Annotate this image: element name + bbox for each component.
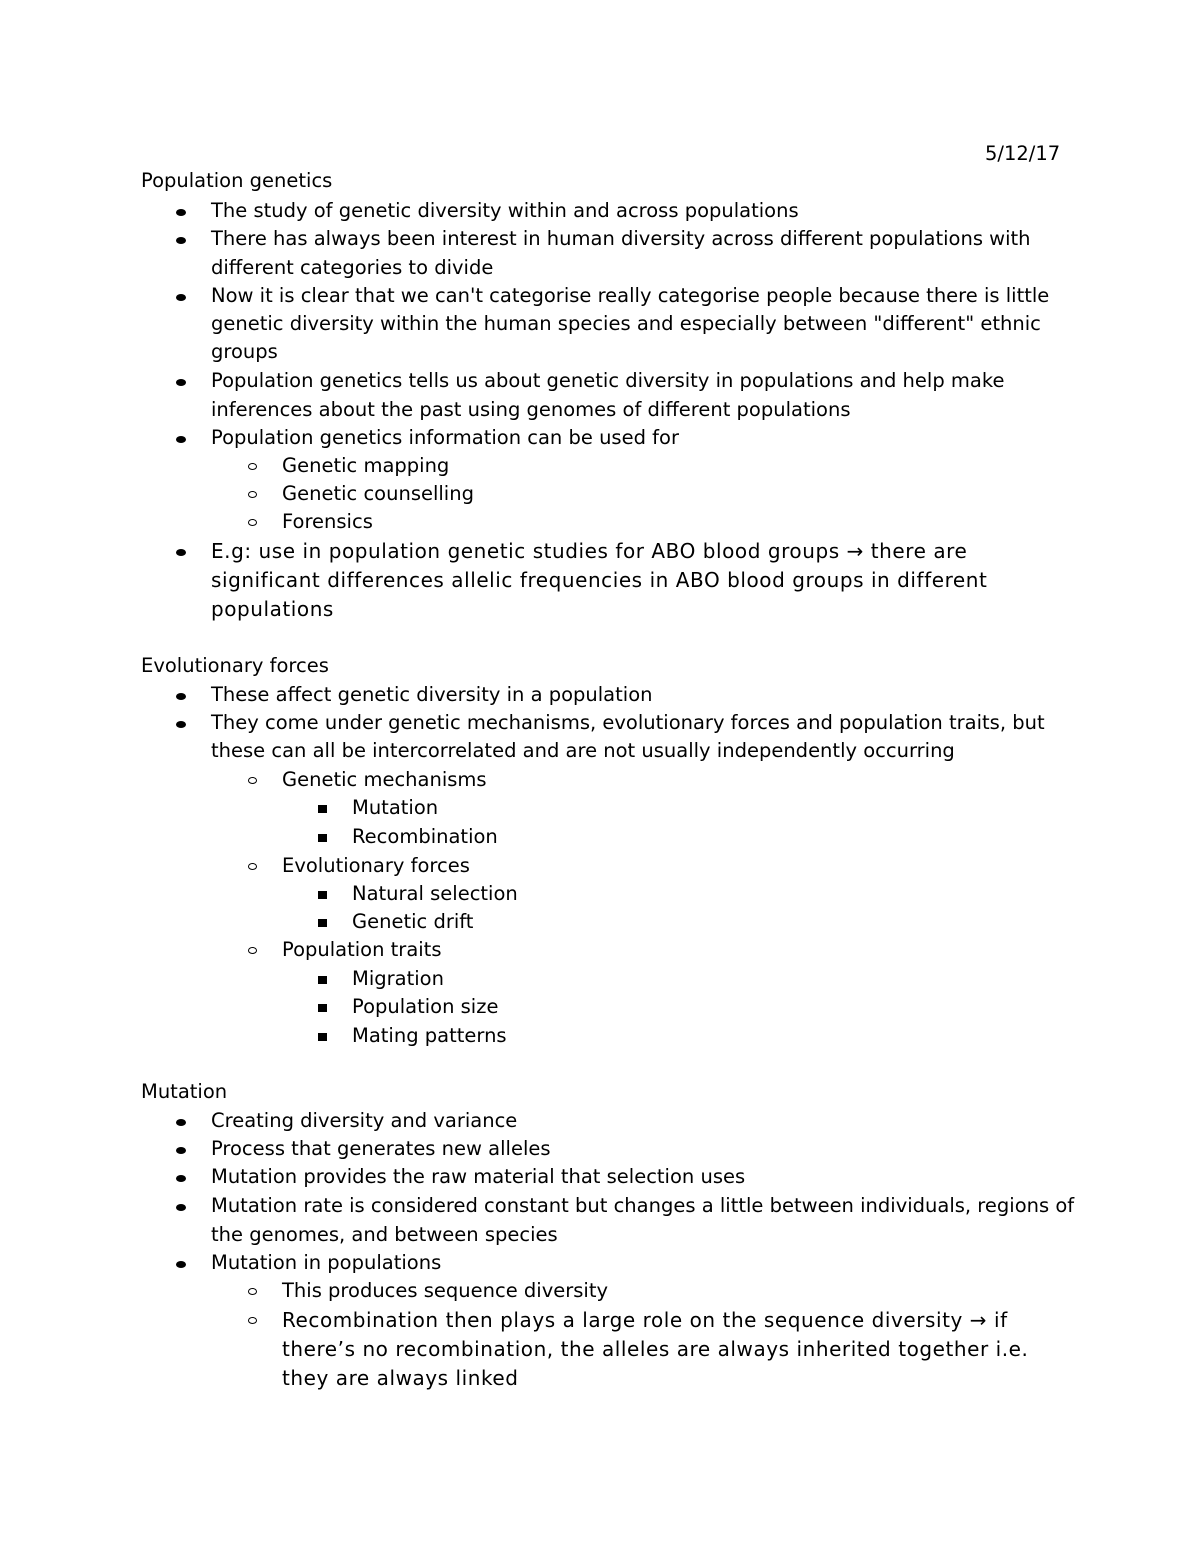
- list-item-line: groups: [211, 340, 278, 363]
- list-item-line: Mutation in populations: [211, 1251, 442, 1274]
- sub-sub-list-item: Natural selection: [352, 882, 518, 905]
- section-heading-mutation: Mutation: [141, 1080, 228, 1103]
- document-date: 5/12/17: [985, 142, 1061, 165]
- hollow-bullet-icon: [248, 1317, 257, 1324]
- bullet-icon: [176, 549, 186, 556]
- list-item-line: E.g: use in population genetic studies for ABO blood groups → there are: [211, 539, 968, 563]
- square-bullet-icon: [318, 834, 327, 842]
- list-item-line: these can all be intercorrelated and are not usually independently occurring: [211, 739, 955, 762]
- list-item-line: Process that generates new alleles: [211, 1137, 551, 1160]
- hollow-bullet-icon: [248, 777, 257, 784]
- list-item-line: Population genetics tells us about genetic diversity in populations and help make: [211, 369, 1005, 392]
- sub-sub-list-item: Migration: [352, 967, 444, 990]
- sub-list-item: Recombination then plays a large role on the sequence diversity → if: [282, 1308, 1008, 1332]
- list-item-line: Population genetics information can be used for: [211, 426, 679, 449]
- sub-list-item: Genetic counselling: [282, 482, 474, 505]
- group-label: Population traits: [282, 938, 442, 961]
- list-item-line: There has always been interest in human diversity across different populations with: [211, 227, 1031, 250]
- sub-sub-list-item: Population size: [352, 995, 499, 1018]
- group-label: Evolutionary forces: [282, 854, 470, 877]
- list-item-line: Mutation rate is considered constant but changes a little between individuals, regions of: [211, 1194, 1075, 1217]
- list-item-line: Now it is clear that we can't categorise really categorise people because there is little: [211, 284, 1050, 307]
- hollow-bullet-icon: [248, 519, 257, 526]
- section-heading-population-genetics: Population genetics: [141, 169, 333, 192]
- square-bullet-icon: [318, 891, 327, 899]
- bullet-icon: [176, 693, 186, 700]
- bullet-icon: [176, 436, 186, 443]
- list-item-line: Creating diversity and variance: [211, 1109, 518, 1132]
- list-item-line: significant differences allelic frequencies in ABO blood groups in different: [211, 568, 988, 592]
- bullet-icon: [176, 1261, 186, 1268]
- list-item-line: Mutation provides the raw material that selection uses: [211, 1165, 746, 1188]
- square-bullet-icon: [318, 919, 327, 927]
- hollow-bullet-icon: [248, 863, 257, 870]
- bullet-icon: [176, 209, 186, 216]
- square-bullet-icon: [318, 805, 327, 813]
- list-item-line: the genomes, and between species: [211, 1223, 558, 1246]
- bullet-icon: [176, 1175, 186, 1182]
- hollow-bullet-icon: [248, 947, 257, 954]
- list-item-line: These affect genetic diversity in a population: [211, 683, 653, 706]
- sub-list-item: Genetic mapping: [282, 454, 450, 477]
- sub-list-item: they are always linked: [282, 1366, 519, 1390]
- square-bullet-icon: [318, 1033, 327, 1041]
- bullet-icon: [176, 237, 186, 244]
- hollow-bullet-icon: [248, 1288, 257, 1295]
- bullet-icon: [176, 1147, 186, 1154]
- bullet-icon: [176, 721, 186, 728]
- list-item-line: genetic diversity within the human species and especially between "different" ethnic: [211, 312, 1041, 335]
- sub-sub-list-item: Genetic drift: [352, 910, 474, 933]
- group-label: Genetic mechanisms: [282, 768, 487, 791]
- sub-sub-list-item: Mutation: [352, 796, 439, 819]
- list-item-line: different categories to divide: [211, 256, 494, 279]
- bullet-icon: [176, 1119, 186, 1126]
- hollow-bullet-icon: [248, 463, 257, 470]
- sub-list-item: This produces sequence diversity: [282, 1279, 609, 1302]
- sub-sub-list-item: Mating patterns: [352, 1024, 507, 1047]
- sub-list-item: there’s no recombination, the alleles are always inherited together i.e.: [282, 1337, 1029, 1361]
- section-heading-evolutionary-forces: Evolutionary forces: [141, 654, 329, 677]
- hollow-bullet-icon: [248, 491, 257, 498]
- bullet-icon: [176, 1204, 186, 1211]
- sub-list-item: Forensics: [282, 510, 373, 533]
- square-bullet-icon: [318, 1004, 327, 1012]
- list-item-line: populations: [211, 597, 334, 621]
- list-item-line: inferences about the past using genomes of different populations: [211, 398, 851, 421]
- bullet-icon: [176, 379, 186, 386]
- bullet-icon: [176, 294, 186, 301]
- square-bullet-icon: [318, 976, 327, 984]
- list-item-line: The study of genetic diversity within and across populations: [211, 199, 799, 222]
- list-item-line: They come under genetic mechanisms, evolutionary forces and population traits, but: [211, 711, 1045, 734]
- sub-sub-list-item: Recombination: [352, 825, 498, 848]
